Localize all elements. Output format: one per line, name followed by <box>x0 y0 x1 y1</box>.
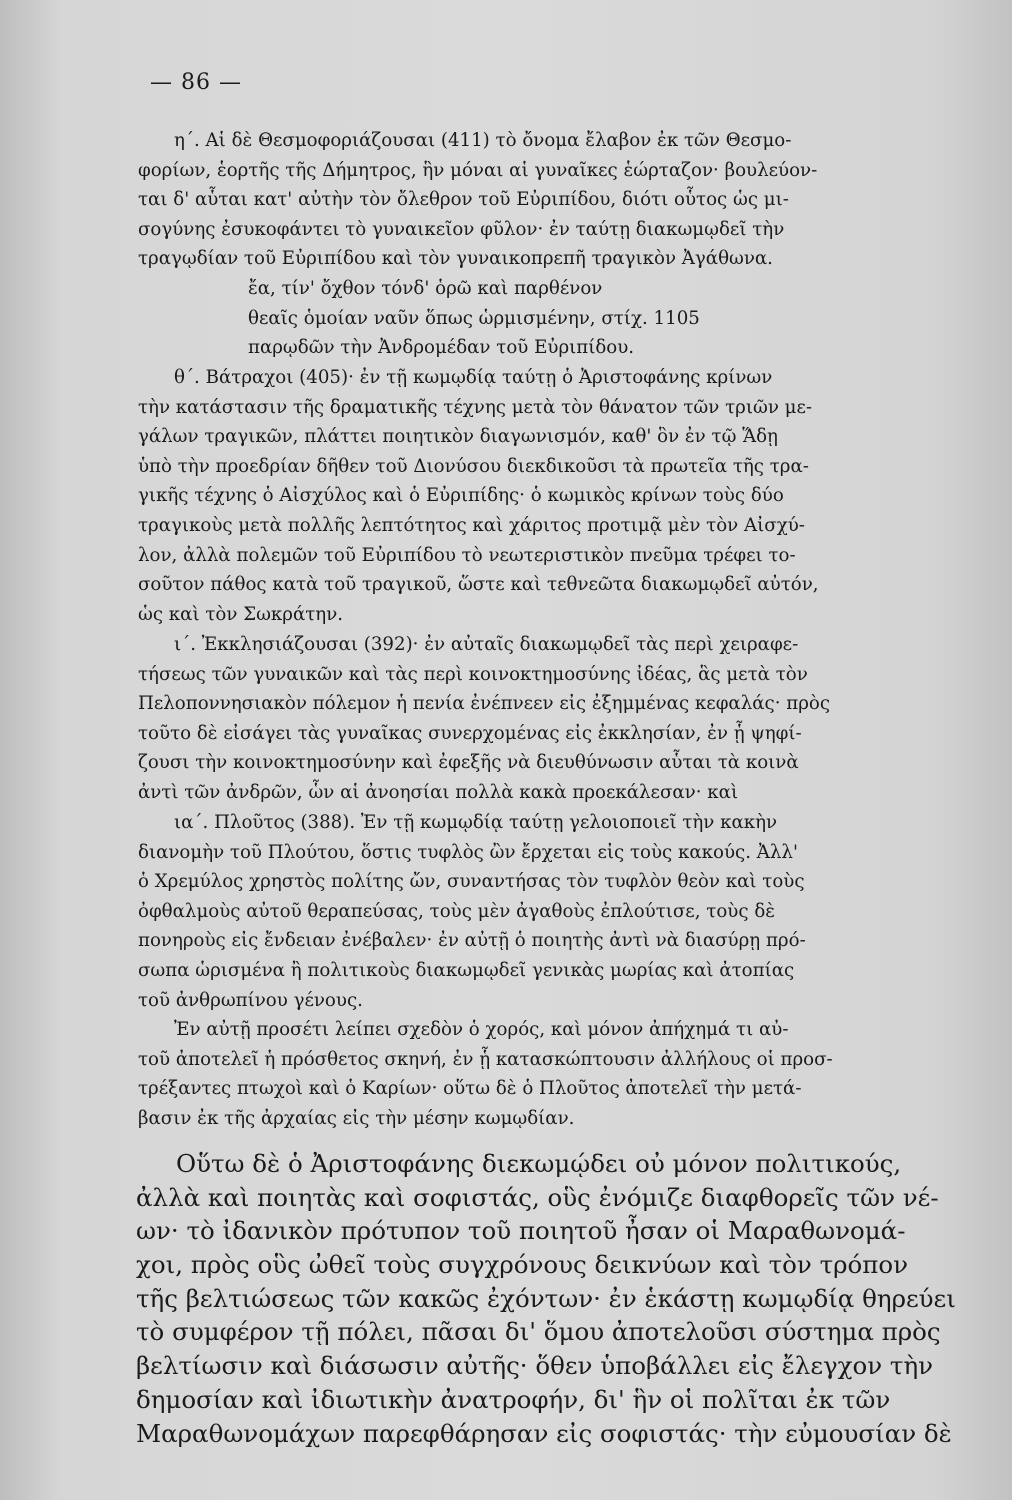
text-line: ὑπὸ τὴν προεδρίαν δῆθεν τοῦ Διονύσου διεκδικοῦσι τὰ πρωτεῖα τῆς τρα- <box>138 455 809 477</box>
section-theta <box>138 363 988 629</box>
text-line: ων· τὸ ἰδανικὸν πρότυπον τοῦ ποιητοῦ ἦσαν οἱ Μαραθωνομά- <box>136 1216 906 1246</box>
text-line: τρέξαντες πτωχοὶ καὶ ὁ Καρίων· οὕτω δὲ ὁ Πλοῦτος ἀποτελεῖ τὴν μετά- <box>138 1078 802 1100</box>
text-line: τοῦ ἀποτελεῖ ἡ πρόσθετος σκηνή, ἐν ᾗ κατασκώπτουσιν ἀλλήλους οἱ προσ- <box>138 1048 833 1070</box>
section-iota <box>138 630 988 808</box>
paragraph-large <box>136 1147 988 1450</box>
text-line: ἀλλὰ καὶ ποιητὰς καὶ σοφιστάς, οὓς ἐνόμιζε διαφθορεῖς τῶν νέ- <box>136 1182 939 1212</box>
text-line: βελτίωσιν καὶ διάσωσιν αὐτῆς· ὅθεν ὑποβάλλει εἰς ἔλεγχον τὴν <box>136 1351 934 1381</box>
text-line: τὴν κατάστασιν τῆς δραματικῆς τέχνης μετὰ τὸν θάνατον τῶν τριῶν με- <box>138 396 813 418</box>
text-line: φορίων, ἑορτῆς τῆς Δήμητρος, ἣν μόναι αἱ γυναῖκες ἑώρταζον· βουλεύον- <box>138 159 818 181</box>
text-line: ἀντὶ τῶν ἀνδρῶν, ὧν αἱ ἀνοησίαι πολλὰ κακὰ προεκάλεσαν· καὶ <box>138 781 739 803</box>
verse-quote <box>138 274 988 363</box>
text-line: σογύνης ἐσυκοφάντει τὸ γυναικεῖον φῦλον· ἐν ταύτῃ διακωμῳδεῖ τὴν <box>138 218 785 240</box>
text-line: ὀφθαλμοὺς αὐτοῦ θεραπεύσας, τοὺς μὲν ἀγαθοὺς ἐπλούτισε, τοὺς δὲ <box>138 900 776 922</box>
text-line: χοι, πρὸς οὓς ὠθεῖ τοὺς συγχρόνους δεικνύων καὶ τὸν τρόπον <box>136 1250 909 1280</box>
text-line: η΄. Αἱ δὲ Θεσμοφοριάζουσαι (411) τὸ ὄνομα ἔλαβον ἐκ τῶν Θεσμο- <box>174 130 792 151</box>
section-ia <box>138 808 988 1015</box>
text-line: ὁ Χρεμύλος χρηστὸς πολίτης ὤν, συναντήσας τὸν τυφλὸν θεὸν καὶ τοὺς <box>138 871 805 893</box>
text-line: ὡς καὶ τὸν Σωκράτην. <box>138 603 344 625</box>
text-line: σωπα ὡρισμένα ἢ πολιτικοὺς διακωμῳδεῖ γενικὰς μωρίας καὶ ἀτοπίας <box>138 959 795 981</box>
text-line: τοῦ ἀνθρωπίνου γένους. <box>138 989 363 1011</box>
section-eta <box>138 126 988 274</box>
text-line: ζουσι τὴν κοινοκτημοσύνην καὶ ἐφεξῆς νὰ διευθύνωσιν αὗται τὰ κοινὰ <box>138 752 799 774</box>
text-line: σοῦτον πάθος κατὰ τοῦ τραγικοῦ, ὥστε καὶ τεθνεῶτα διακωμῳδεῖ αὐτόν, <box>138 574 819 596</box>
page-number: — 86 — <box>150 70 242 95</box>
text-line: γικῆς τέχνης ὁ Αἰσχύλος καὶ ὁ Εὐριπίδης· ὁ κωμικὸς κρίνων τοὺς δύο <box>138 485 784 507</box>
text-line: Πελοποννησιακὸν πόλεμον ἡ πενία ἐνέπνεεν εἰς ἐξημμένας κεφαλάς· πρὸς <box>138 693 831 715</box>
verse-line: παρῳδῶν τὴν Ἀνδρομέδαν τοῦ Εὐριπίδου. <box>248 337 635 359</box>
text-line: βασιν ἐκ τῆς ἀρχαίας εἰς τὴν μέσην κωμῳδίαν. <box>138 1107 575 1129</box>
text-line: Οὕτω δὲ ὁ Ἀριστοφάνης διεκωμῴδει οὐ μόνον πολιτικούς, <box>176 1149 902 1178</box>
text-line: ι΄. Ἐκκλησιάζουσαι (392)· ἐν αὐταῖς διακωμῳδεῖ τὰς περὶ χειραφε- <box>174 634 799 655</box>
text-line: τῆς βελτιώσεως τῶν κακῶς ἐχόντων· ἐν ἑκάστῃ κωμῳδίᾳ θηρεύει <box>136 1283 956 1313</box>
text-line: τραγικοὺς μετὰ πολλῆς λεπτότητος καὶ χάριτος προτιμᾷ μὲν τὸν Αἰσχύ- <box>138 514 805 536</box>
text-line: τοῦτο δὲ εἰσάγει τὰς γυναῖκας συνερχομένας εἰς ἐκκλησίαν, ἐν ᾗ ψηφί- <box>138 722 802 744</box>
text-line: ια΄. Πλοῦτος (388). Ἐν τῇ κωμῳδίᾳ ταύτῃ γελοιοποιεῖ τὴν κακὴν <box>174 812 778 833</box>
paragraph-chorus <box>138 1015 988 1133</box>
text-line: διανομὴν τοῦ Πλούτου, ὅστις τυφλὸς ὢν ἔρχεται εἰς τοὺς κακούς. Ἀλλ' <box>138 841 798 863</box>
text-line: τήσεως τῶν γυναικῶν καὶ τὰς περὶ κοινοκτημοσύνης ἰδέας, ἃς μετὰ τὸν <box>138 663 808 685</box>
text-line: Ἐν αὐτῇ προσέτι λείπει σχεδὸν ὁ χορός, καὶ μόνον ἀπήχημά τι αὐ- <box>174 1019 789 1040</box>
verse-line: ἔα, τίν' ὄχθον τόνδ' ὁρῶ καὶ παρθένον <box>248 278 603 299</box>
text-line: τὸ συμφέρον τῇ πόλει, πᾶσαι δι' ὅμου ἀποτελοῦσι σύστημα πρὸς <box>136 1317 941 1347</box>
text-line: δημοσίαν καὶ ἰδιωτικὴν ἀνατροφήν, δι' ἣν οἱ πολῖται ἐκ τῶν <box>136 1384 891 1414</box>
text-line: λον, ἀλλὰ πολεμῶν τοῦ Εὐριπίδου τὸ νεωτεριστικὸν πνεῦμα τρέφει το- <box>138 544 796 566</box>
text-line: ται δ' αὗται κατ' αὐτὴν τὸν ὄλεθρον τοῦ Εὐριπίδου, διότι οὗτος ὡς μι- <box>138 189 789 211</box>
text-line: γάλων τραγικῶν, πλάττει ποιητικὸν διαγωνισμόν, καθ' ὃν ἐν τῷ Ἅδῃ <box>138 426 778 448</box>
text-line: τραγῳδίαν τοῦ Εὐριπίδου καὶ τὸν γυναικοπρεπῆ τραγικὸν Ἀγάθωνα. <box>138 248 773 270</box>
text-line: θ΄. Βάτραχοι (405)· ἐν τῇ κωμῳδίᾳ ταύτῃ ὁ Ἀριστοφάνης κρίνων <box>174 367 773 388</box>
verse-line: θεαῖς ὁμοίαν ναῦν ὅπως ὡρμισμένην, στίχ. 1105 <box>248 307 700 329</box>
text-line: Μαραθωνομάχων παρεφθάρησαν εἰς σοφιστάς· τὴν εὐμουσίαν δὲ <box>136 1418 952 1448</box>
text-line: πονηροὺς εἰς ἔνδειαν ἐνέβαλεν· ἐν αὐτῇ ὁ ποιητὴς ἀντὶ νὰ διασύρῃ πρό- <box>138 930 806 952</box>
